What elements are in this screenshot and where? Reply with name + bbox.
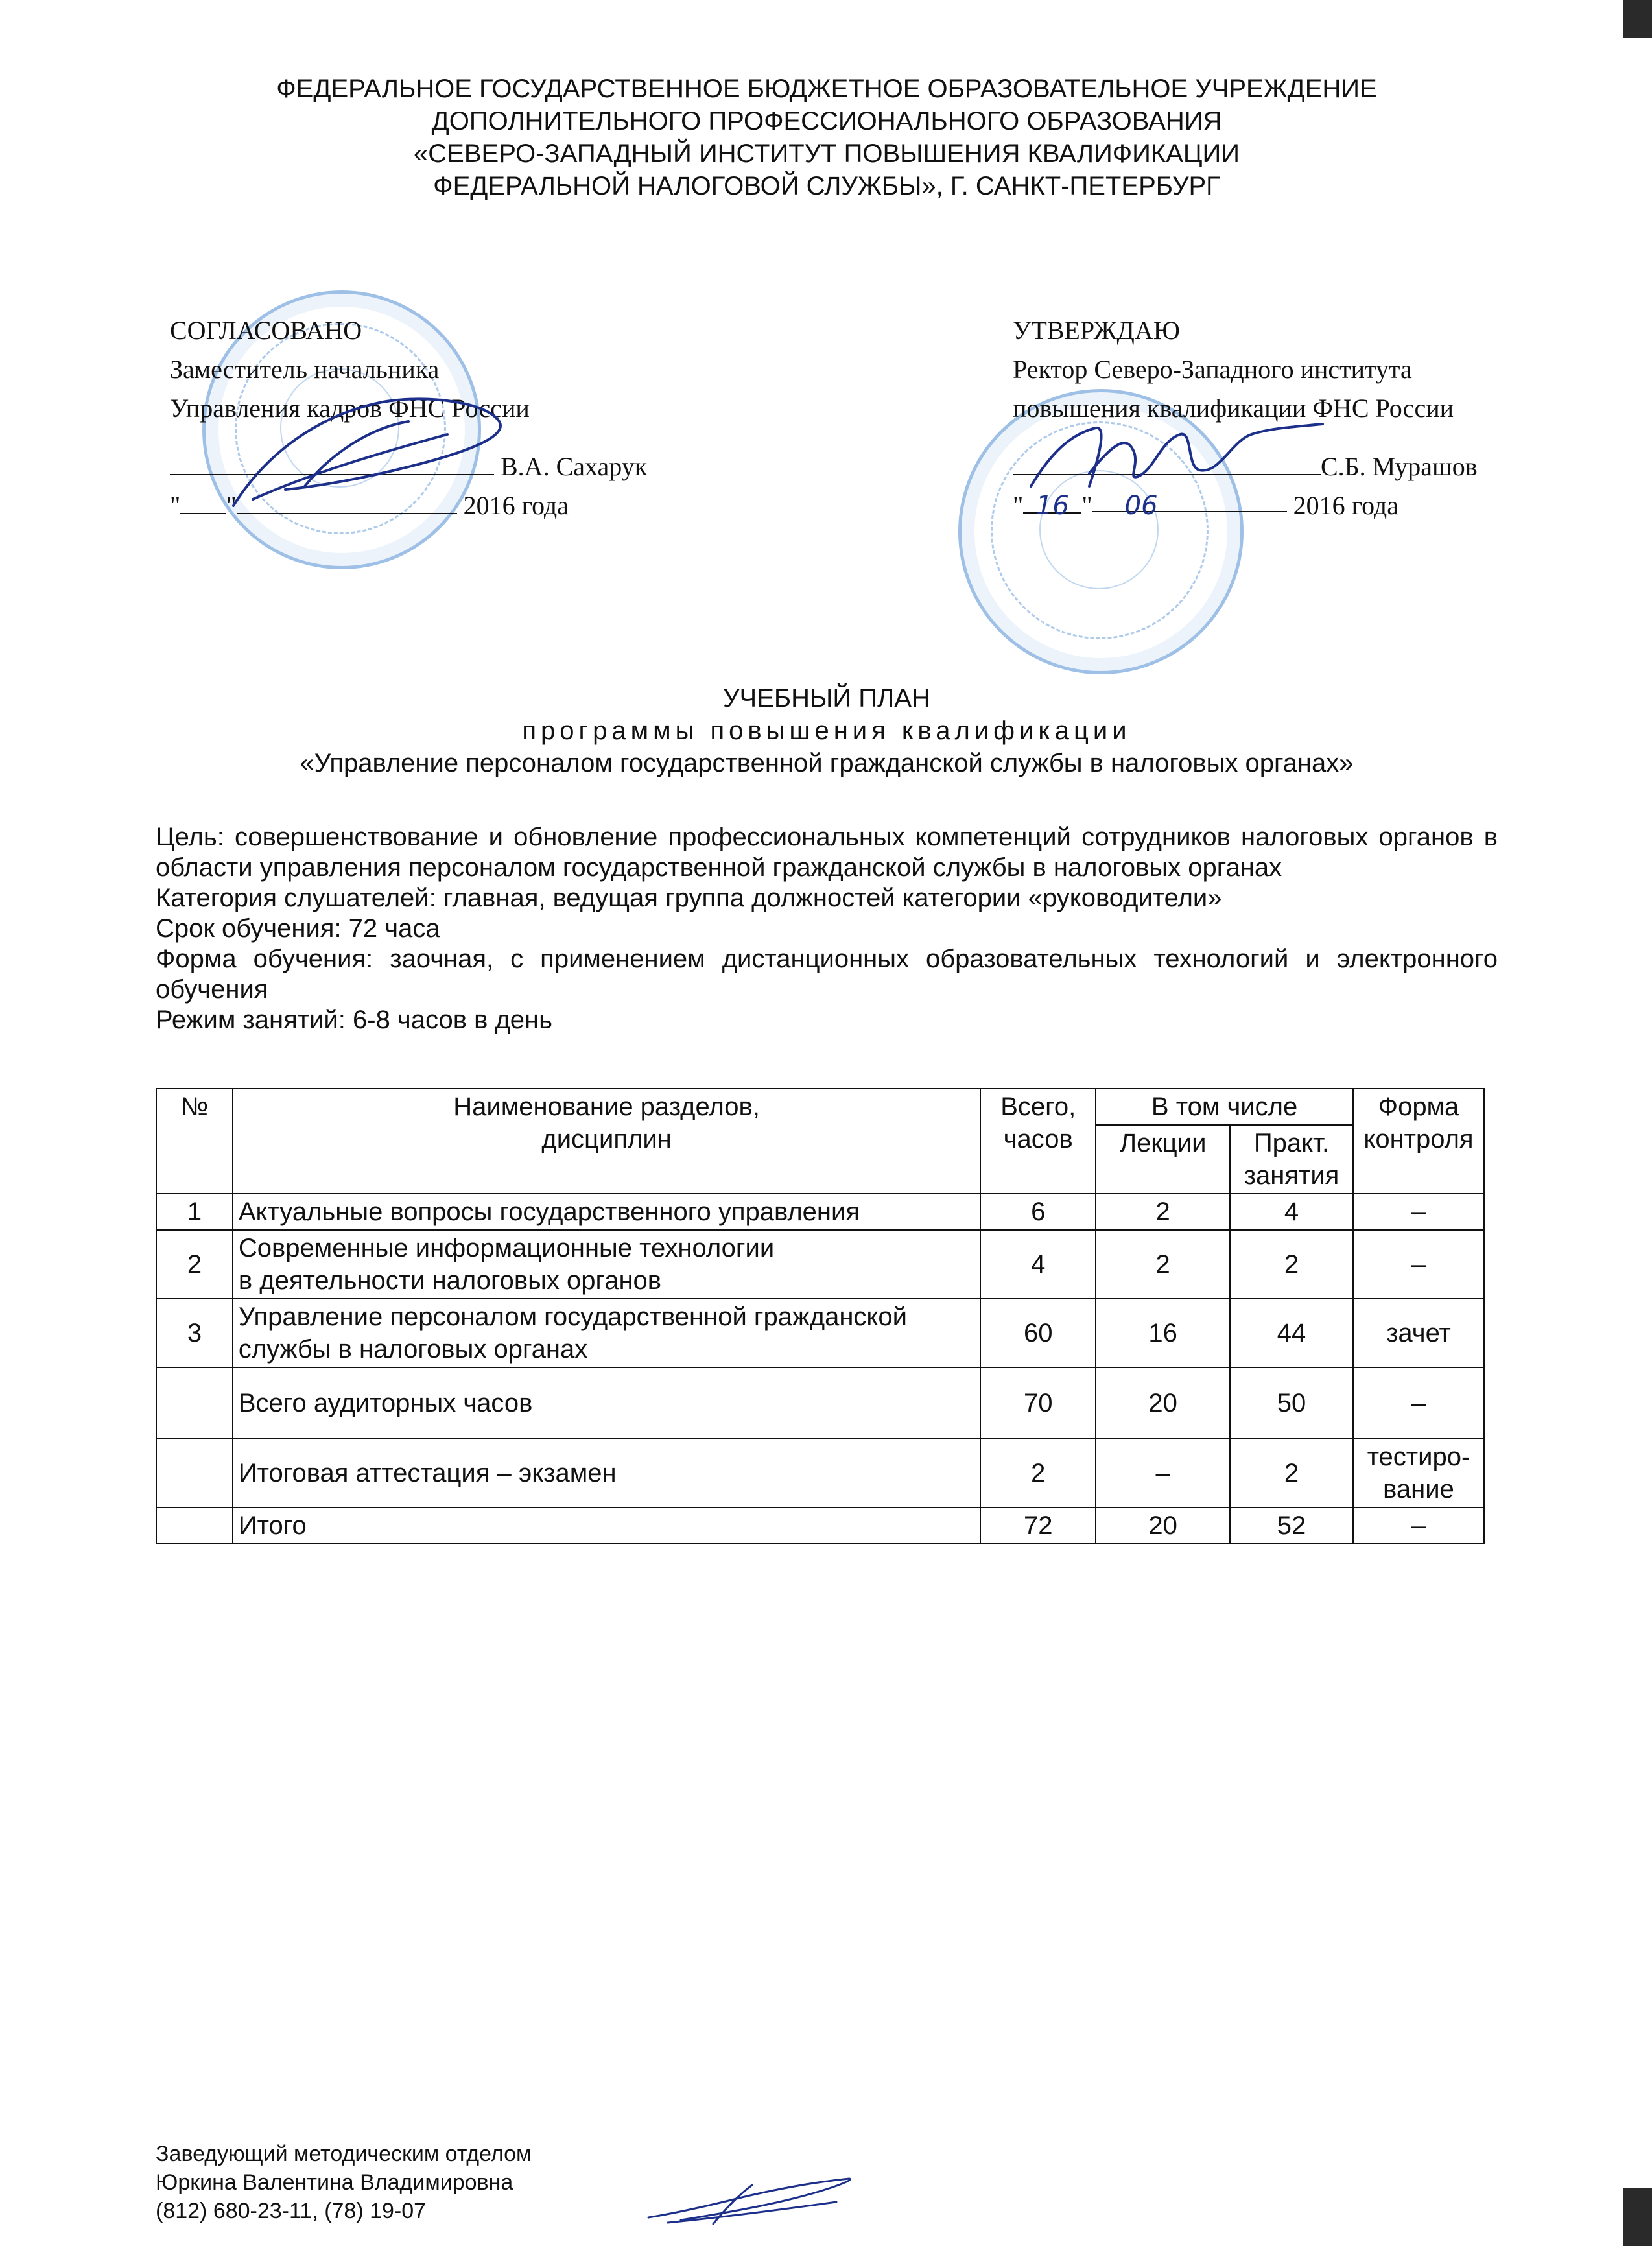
header-line: «СЕВЕРО-ЗАПАДНЫЙ ИНСТИТУТ ПОВЫШЕНИЯ КВАЛИФИКАЦИИ: [414, 139, 1240, 168]
row-practice: 4: [1230, 1194, 1353, 1230]
header-num: №: [156, 1089, 233, 1194]
header-total-line: Всего,: [1000, 1093, 1076, 1121]
duration-text: Срок обучения: 72 часа: [156, 914, 440, 943]
row-control: –: [1353, 1367, 1484, 1439]
row-total: 60: [980, 1299, 1096, 1367]
header-name: [233, 1089, 980, 1194]
header-control-line: Форма: [1378, 1093, 1459, 1121]
header-line: ФЕДЕРАЛЬНОЕ ГОСУДАРСТВЕННОЕ БЮДЖЕТНОЕ ОБРАЗОВАТЕЛЬНОЕ УЧРЕЖДЕНИЕ: [276, 75, 1377, 103]
approved-year: 2016 года: [1293, 491, 1399, 520]
agreed-block: [170, 311, 647, 525]
mode-text: Режим занятий: 6-8 часов в день: [156, 1006, 552, 1034]
table-header-row: [156, 1089, 1484, 1125]
row-name: [233, 1439, 980, 1507]
plan-title-main: УЧЕБНЫЙ ПЛАН: [723, 684, 930, 713]
curriculum-table: [156, 1088, 1485, 1544]
row-name: [233, 1299, 980, 1367]
footer-line: Заведующий методическим отделом: [156, 2142, 532, 2166]
plan-info: [156, 822, 1498, 1035]
handwritten-month: 06: [1092, 486, 1287, 512]
row-practice: 44: [1230, 1299, 1353, 1367]
row-control-line: вание: [1383, 1475, 1454, 1504]
row-control: –: [1353, 1230, 1484, 1299]
row-control: –: [1353, 1507, 1484, 1544]
row-lectures: 16: [1096, 1299, 1230, 1367]
row-lectures: 20: [1096, 1367, 1230, 1439]
row-lectures: 2: [1096, 1230, 1230, 1299]
scan-edge-mark: [1623, 0, 1652, 38]
header-including: В том числе: [1096, 1089, 1353, 1125]
row-num: [156, 1439, 233, 1507]
footer-line: Юркина Валентина Владимировна: [156, 2170, 513, 2195]
row-total: 4: [980, 1230, 1096, 1299]
form-text: [156, 944, 1498, 975]
row-control-line: тестиро-: [1367, 1443, 1470, 1471]
agreed-date-line: [170, 486, 647, 525]
month-underline: [237, 487, 457, 514]
agreed-heading: СОГЛАСОВАНО: [170, 316, 362, 345]
table-row: [156, 1367, 1484, 1439]
row-name: [233, 1194, 980, 1230]
row-total: 6: [980, 1194, 1096, 1230]
row-num: [156, 1367, 233, 1439]
header-practice-line: Практ.: [1253, 1129, 1330, 1157]
row-lectures: 2: [1096, 1194, 1230, 1230]
agreed-position-line: Заместитель начальника: [170, 355, 440, 384]
row-control: –: [1353, 1194, 1484, 1230]
form-text-cont: обучения: [156, 975, 268, 1004]
row-name: [233, 1507, 980, 1544]
row-practice: 2: [1230, 1439, 1353, 1507]
agreed-position-line: Управления кадров ФНС России: [170, 394, 530, 423]
row-practice: 52: [1230, 1507, 1353, 1544]
table-row: [156, 1230, 1484, 1299]
header-name-line: дисциплин: [541, 1125, 672, 1153]
header-total: [980, 1089, 1096, 1194]
row-control: [1353, 1439, 1484, 1507]
header-name-line: Наименование разделов,: [453, 1093, 760, 1121]
agreed-name: В.А. Сахарук: [501, 452, 648, 481]
signature-underline: [170, 448, 494, 475]
header-lectures: Лекции: [1096, 1125, 1230, 1194]
row-name-line: службы в налоговых органах: [238, 1335, 588, 1364]
institution-header: [156, 73, 1498, 202]
row-total: 70: [980, 1367, 1096, 1439]
plan-title-sub: программы повышения квалификации: [522, 716, 1131, 745]
row-lectures: –: [1096, 1439, 1230, 1507]
header-practice: [1230, 1125, 1353, 1194]
row-name: [233, 1367, 980, 1439]
row-total: 72: [980, 1507, 1096, 1544]
signature-underline: [1013, 448, 1321, 475]
approved-position-line: Ректор Северо-Западного института: [1013, 355, 1412, 384]
row-name-line: в деятельности налоговых органов: [238, 1266, 662, 1295]
row-name: [233, 1230, 980, 1299]
approved-block: [1013, 311, 1478, 525]
row-num: 3: [156, 1299, 233, 1367]
agreed-signature-line: [170, 447, 647, 486]
header-control: [1353, 1089, 1484, 1194]
date-quote: ": [170, 491, 181, 520]
row-name-line: Всего аудиторных часов: [238, 1389, 533, 1417]
goal-text: Цель: совершенствование и обновление профессиональных компетенций сотрудников налоговых органов в области управления персоналом государственной гражданской службы в налоговых органах: [156, 823, 1498, 882]
row-num: 1: [156, 1194, 233, 1230]
date-quote: ": [1081, 491, 1092, 520]
date-quote: ": [226, 491, 237, 520]
row-name-line: Актуальные вопросы государственного управления: [238, 1198, 860, 1226]
contact-footer: [156, 2140, 531, 2225]
header-total-line: часов: [1003, 1125, 1073, 1153]
table-row: [156, 1507, 1484, 1544]
approved-date-line: [1013, 486, 1478, 525]
form-text-line: Форма обучения: заочная, с применением дистанционных образовательных технологий и электронного: [156, 945, 1498, 973]
row-name-line: Управление персоналом государственной гражданской: [238, 1303, 907, 1331]
row-practice: 2: [1230, 1230, 1353, 1299]
header-line: ФЕДЕРАЛЬНОЙ НАЛОГОВОЙ СЛУЖБЫ», Г. САНКТ-ПЕТЕРБУРГ: [433, 172, 1220, 200]
date-quote: ": [1013, 491, 1024, 520]
header-practice-line: занятия: [1244, 1161, 1339, 1190]
footer-signature-icon: [642, 2172, 862, 2230]
row-num: [156, 1507, 233, 1544]
table-row: [156, 1194, 1484, 1230]
table-row: [156, 1439, 1484, 1507]
handwritten-day: 16: [1023, 486, 1081, 514]
table-row: [156, 1299, 1484, 1367]
row-name-line: Итого: [238, 1511, 307, 1540]
approved-heading: УТВЕРЖДАЮ: [1013, 316, 1180, 345]
category-text: Категория слушателей: главная, ведущая группа должностей категории «руководители»: [156, 884, 1222, 912]
header-line: ДОПОЛНИТЕЛЬНОГО ПРОФЕССИОНАЛЬНОГО ОБРАЗОВАНИЯ: [431, 107, 1222, 136]
day-underline: [180, 487, 226, 514]
row-total: 2: [980, 1439, 1096, 1507]
row-practice: 50: [1230, 1367, 1353, 1439]
row-name-line: Современные информационные технологии: [238, 1234, 775, 1262]
approved-name: С.Б. Мурашов: [1321, 452, 1478, 481]
plan-program-name: «Управление персоналом государственной гражданской службы в налоговых органах»: [300, 749, 1354, 777]
row-lectures: 20: [1096, 1507, 1230, 1544]
row-name-line: Итоговая аттестация – экзамен: [238, 1459, 617, 1487]
footer-line: (812) 680-23-11, (78) 19-07: [156, 2199, 427, 2223]
agreed-year: 2016 года: [463, 491, 569, 520]
approved-signature-line: [1013, 447, 1478, 486]
row-control: зачет: [1353, 1299, 1484, 1367]
header-control-line: контроля: [1363, 1125, 1474, 1153]
scan-edge-mark: [1623, 2188, 1652, 2246]
row-num: 2: [156, 1230, 233, 1299]
approved-position-line: повышения квалификации ФНС России: [1013, 394, 1454, 423]
plan-title: [156, 682, 1498, 779]
